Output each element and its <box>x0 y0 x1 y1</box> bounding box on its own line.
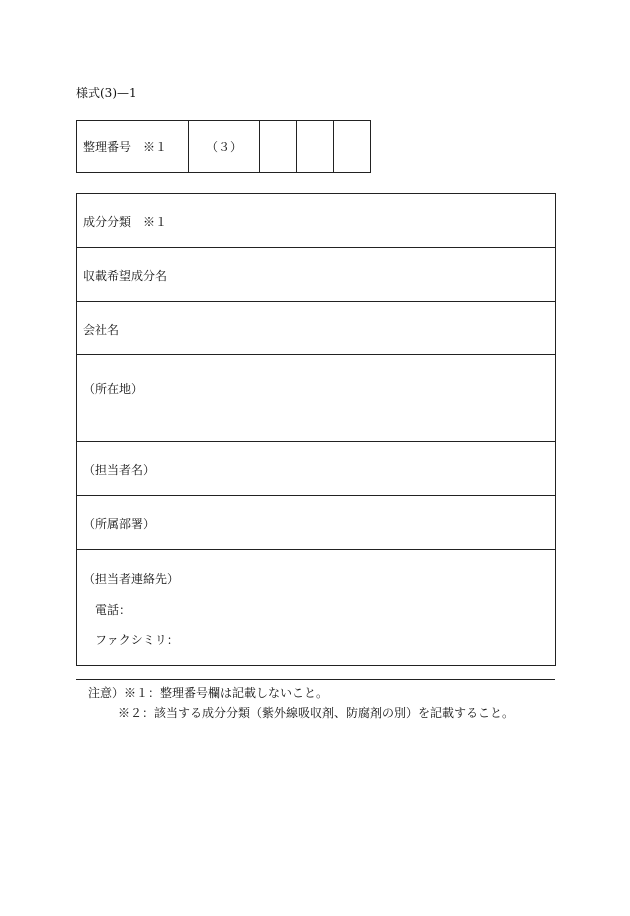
field-label: （担当者名） <box>83 463 156 477</box>
field-contact-details[interactable] <box>77 550 555 665</box>
phone-label: 電話： <box>95 603 132 617</box>
reference-number-box-3[interactable] <box>334 121 371 173</box>
field-label: （担当者連絡先） <box>83 572 180 586</box>
note-1: 注意）※１：整理番号欄は記載しないこと。 <box>88 686 329 700</box>
field-contact-person[interactable] <box>77 442 555 496</box>
reference-number-box-2[interactable] <box>297 121 334 173</box>
reference-number-table <box>76 120 371 173</box>
field-company-name[interactable] <box>77 302 555 355</box>
reference-number-label: 整理番号 ※１ <box>77 121 189 173</box>
field-address[interactable] <box>77 355 555 442</box>
field-department[interactable] <box>77 496 555 550</box>
field-label: （所属部署） <box>83 517 156 531</box>
field-label: 成分分類 ※１ <box>83 215 168 229</box>
field-label: 会社名 <box>83 323 120 337</box>
reference-number-prefix: （３） <box>189 121 260 173</box>
form-number: 様式(3)—1 <box>76 86 137 100</box>
reference-number-box-1[interactable] <box>260 121 297 173</box>
fax-label: ファクシミリ： <box>95 633 179 647</box>
application-form-table <box>76 193 556 666</box>
field-component-name[interactable] <box>77 248 555 302</box>
field-label: （所在地） <box>83 382 144 396</box>
notes-section <box>76 679 555 720</box>
field-component-category[interactable] <box>77 194 555 248</box>
field-label: 収載希望成分名 <box>83 269 168 283</box>
note-2: ※２：該当する成分分類（紫外線吸収剤、防腐剤の別）を記載すること。 <box>118 706 515 720</box>
